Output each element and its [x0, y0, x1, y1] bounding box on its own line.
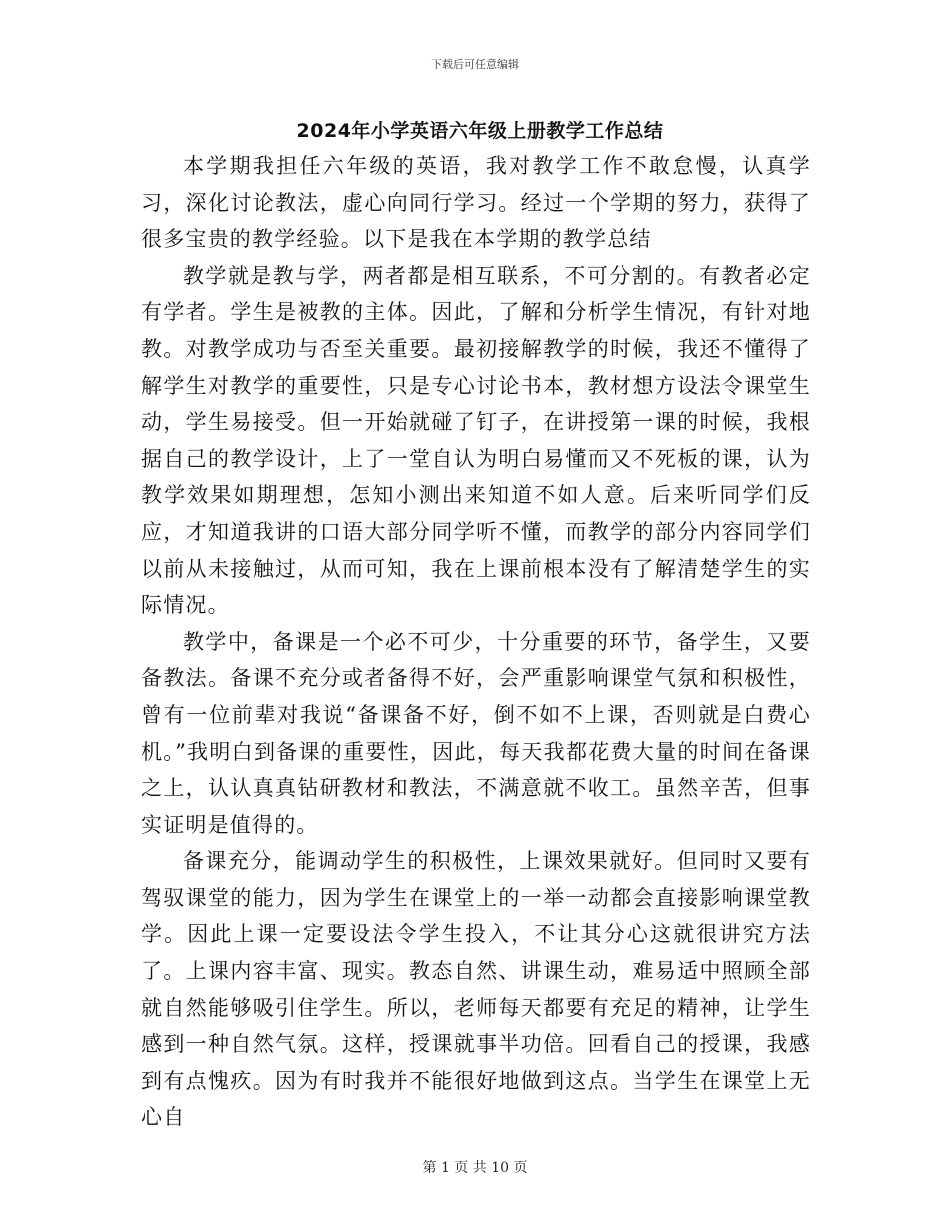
header-note: 下载后可任意编辑	[431, 58, 519, 71]
page-footer: 第 1 页 共 10 页	[422, 1160, 528, 1176]
paragraph: 教学就是教与学，两者都是相互联系，不可分割的。有教者必定有学者。学生是被教的主体。因此，了解和分析学生情况，有针对地教。对教学成功与否至关重要。最初接解教学的时候，我还不懂得了解学生对教学的重要性，只是专心讨论书本，教材想方设法令课堂生动，学生易接受。但一开始就碰了钉子，在讲授第一课的时候，我根据自己的教学设计，上了一堂自认为明白易懂而又不死板的课，认为教学效果如期理想，怎知小测出来知道不如人意。后来听同学们反应，才知道我讲的口语大部分同学听不懂，而教学的部分内容同学们以前从未接触过，从而可知，我在上课前根本没有了解清楚学生的实际情况。	[141, 263, 811, 618]
paragraph: 教学中，备课是一个必不可少，十分重要的环节，备学生，又要备教法。备课不充分或者备得不好，会严重影响课堂气氛和积极性，曾有一位前辈对我说“备课备不好，倒不如不上课，否则就是白费心机。”我明白到备课的重要性，因此，每天我都花费大量的时间在备课之上，认认真真钻研教材和教法，不满意就不收工。虽然辛苦，但事实证明是值得的。	[141, 629, 811, 837]
document-body	[141, 148, 811, 1136]
paragraph: 备课充分，能调动学生的积极性，上课效果就好。但同时又要有驾驭课堂的能力，因为学生在课堂上的一举一动都会直接影响课堂教学。因此上课一定要设法令学生投入，不让其分心这就很讲究方法了。上课内容丰富、现实。教态自然、讲课生动，难易适中照顾全部就自然能够吸引住学生。所以，老师每天都要有充足的精神，让学生感到一种自然气氛。这样，授课就事半功倍。回看自己的授课，我感到有点愧疚。因为有时我并不能很好地做到这点。当学生在课堂上无心自	[141, 849, 811, 1130]
paragraph: 本学期我担任六年级的英语，我对教学工作不敢怠慢，认真学习，深化讨论教法，虚心向同行学习。经过一个学期的努力，获得了很多宝贵的教学经验。以下是我在本学期的教学总结	[141, 154, 811, 252]
document-title: 2024年小学英语六年级上册教学工作总结	[296, 120, 664, 142]
